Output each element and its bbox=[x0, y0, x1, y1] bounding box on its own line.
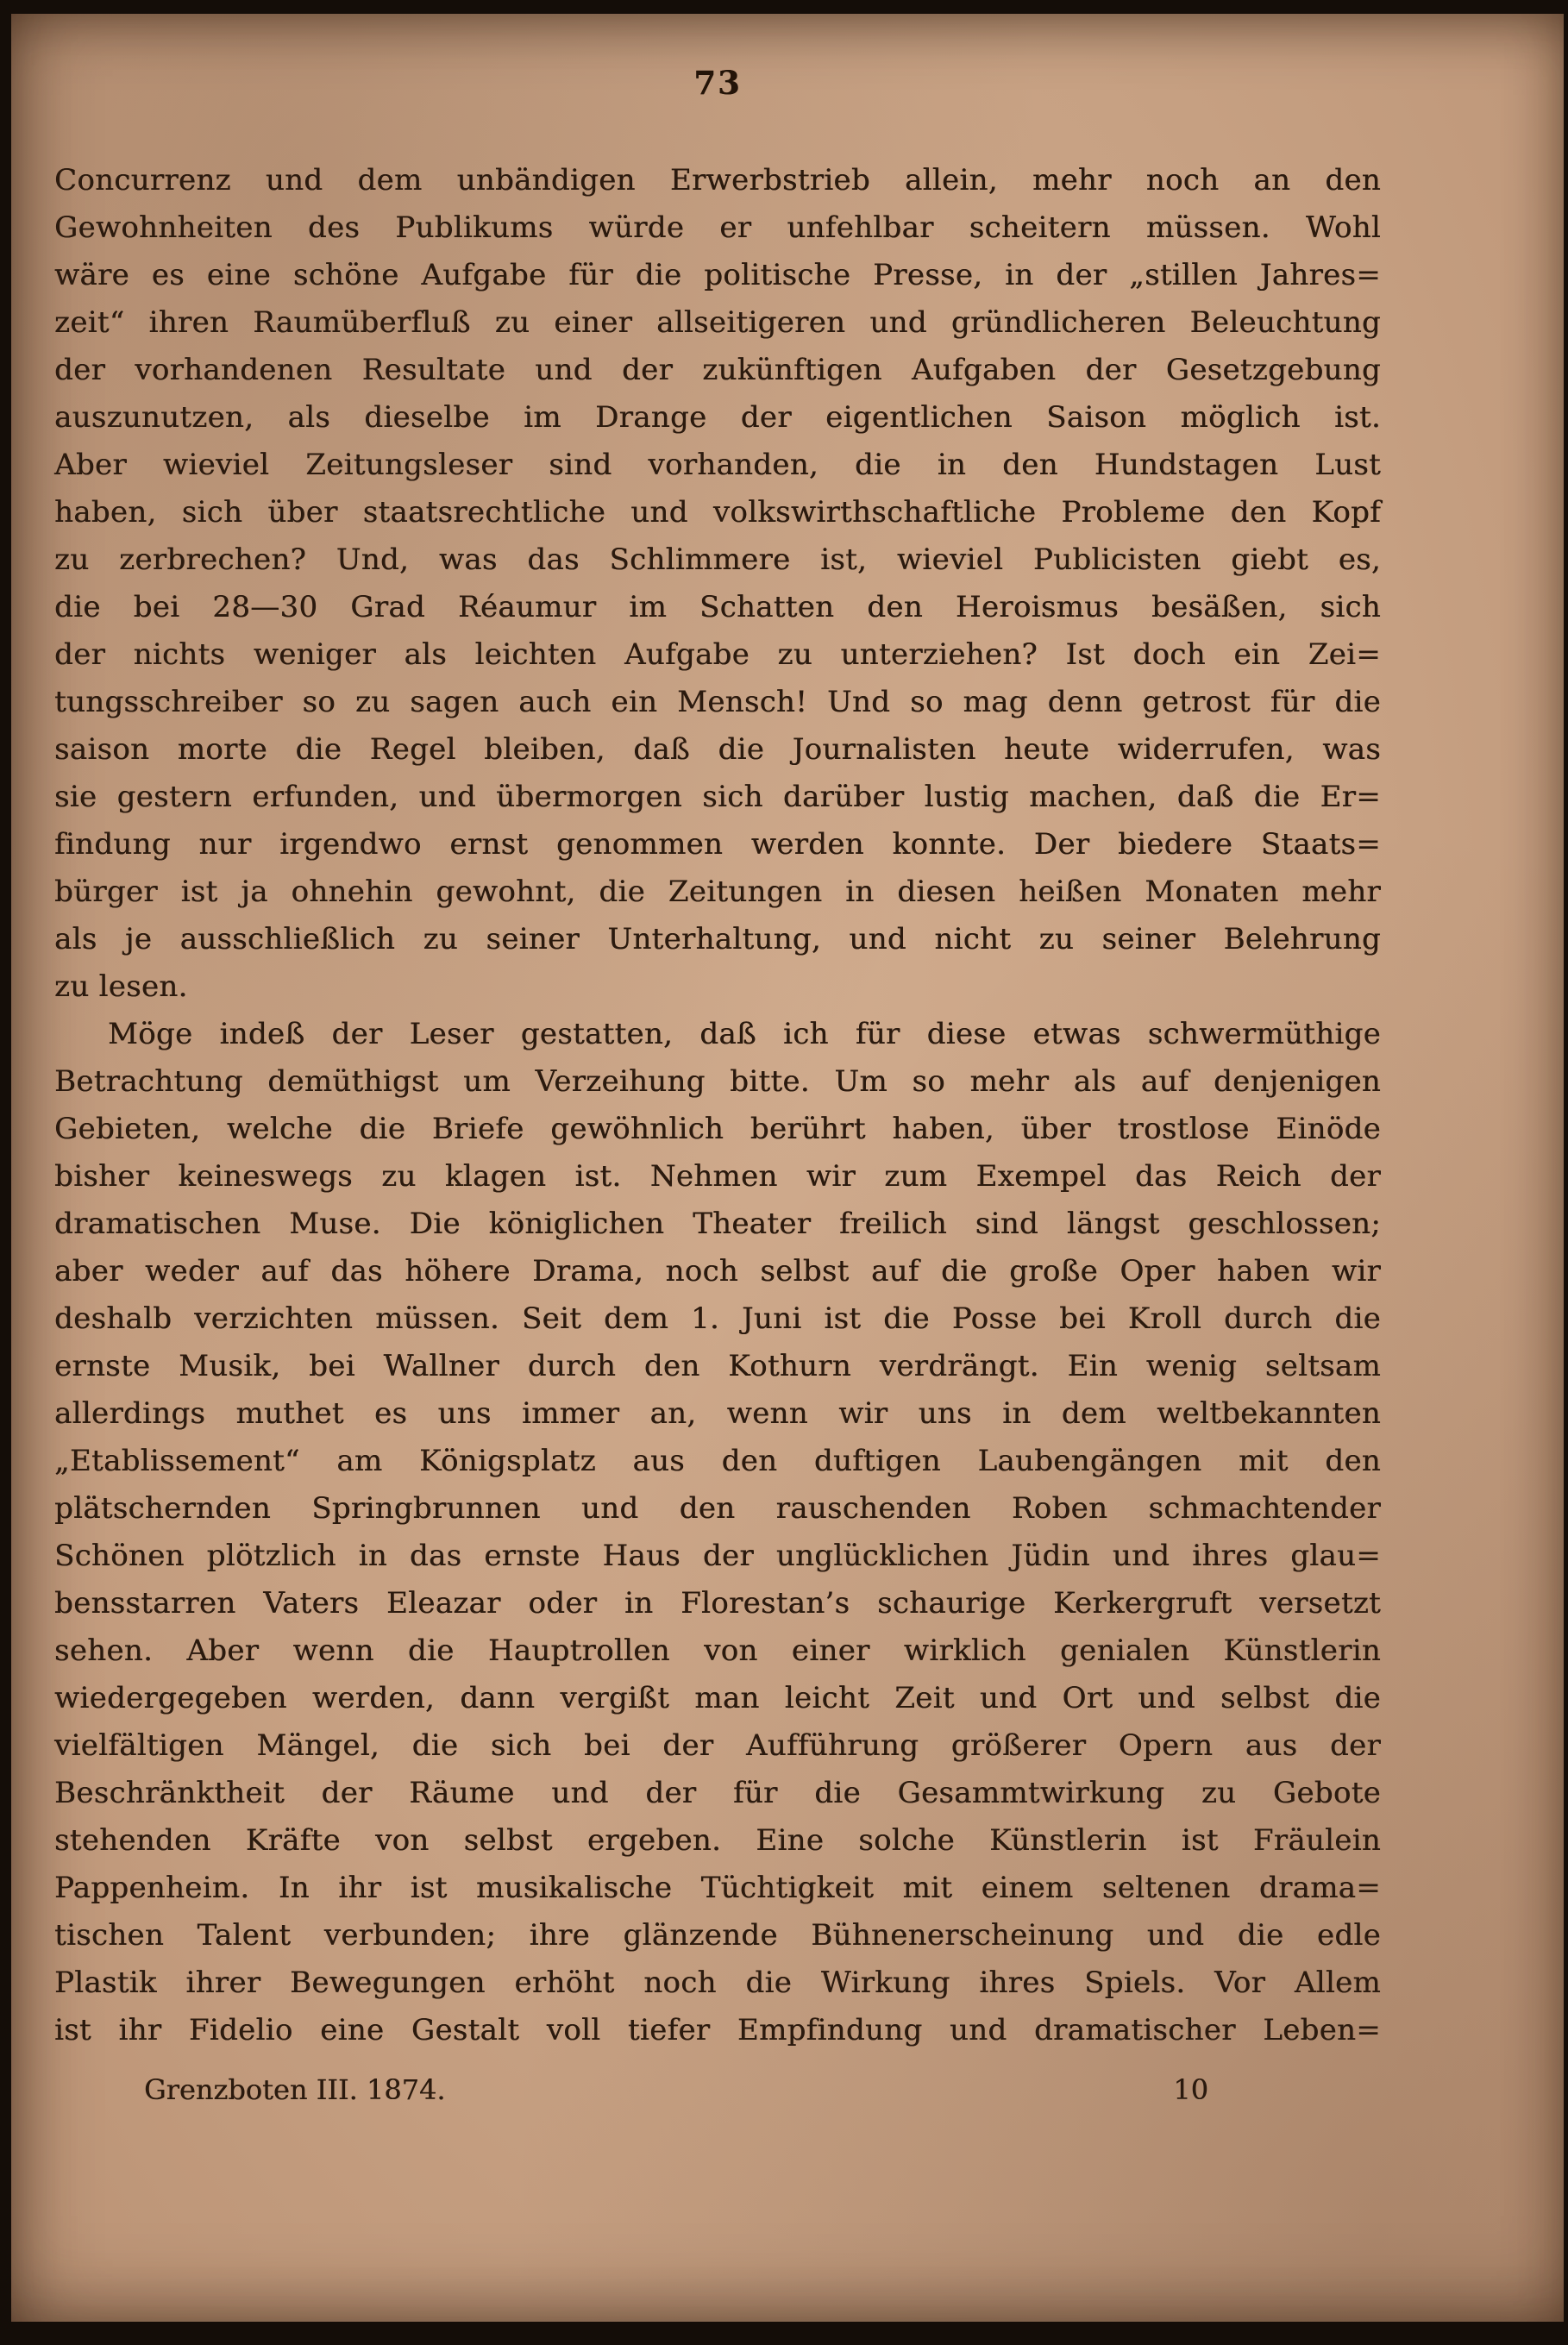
text-line: Pappenheim. In ihr ist musikalische Tüchtigkeit mit einem seltenen drama= bbox=[54, 1871, 1381, 1905]
text-line: zeit“ ihren Raumüberfluß zu einer allseitigeren und gründlicheren Beleuchtung bbox=[54, 305, 1381, 340]
text-line: Plastik ihrer Bewegungen erhöht noch die Wirkung ihres Spiels. Vor Allem bbox=[54, 1966, 1381, 2000]
text-line: sehen. Aber wenn die Hauptrollen von einer wirklich genialen Künstlerin bbox=[54, 1633, 1381, 1668]
text-line: „Etablissement“ am Königsplatz aus den duftigen Laubengängen mit den bbox=[54, 1444, 1381, 1478]
text-line: stehenden Kräfte von selbst ergeben. Eine solche Künstlerin ist Fräulein bbox=[54, 1823, 1381, 1858]
text-line: der vorhandenen Resultate und der zukünftigen Aufgaben der Gesetzgebung bbox=[54, 353, 1381, 387]
text-line: ernste Musik, bei Wallner durch den Kothurn verdrängt. Ein wenig seltsam bbox=[54, 1349, 1381, 1383]
paragraph bbox=[54, 157, 1381, 1011]
text-line: auszunutzen, als dieselbe im Drange der eigentlichen Saison möglich ist. bbox=[54, 400, 1381, 435]
text-block bbox=[54, 157, 1381, 2054]
footer bbox=[54, 2066, 1381, 2114]
text-line: saison morte die Regel bleiben, daß die Journalisten heute widerrufen, was bbox=[54, 732, 1381, 767]
text-line: bürger ist ja ohnehin gewohnt, die Zeitungen in diesen heißen Monaten mehr bbox=[54, 875, 1381, 909]
text-line: haben, sich über staatsrechtliche und volkswirthschaftliche Probleme den Kopf bbox=[54, 495, 1381, 530]
text-line: Aber wieviel Zeitungsleser sind vorhanden, die in den Hundstagen Lust bbox=[54, 448, 1381, 482]
text-line: zu zerbrechen? Und, was das Schlimmere ist, wieviel Publicisten giebt es, bbox=[54, 542, 1381, 577]
text-line: findung nur irgendwo ernst genommen werden konnte. Der biedere Staats= bbox=[54, 827, 1381, 862]
text-line: bensstarren Vaters Eleazar oder in Florestan’s schaurige Kerkergruft versetzt bbox=[54, 1586, 1381, 1621]
text-line: tischen Talent verbunden; ihre glänzende Bühnenerscheinung und die edle bbox=[54, 1918, 1381, 1953]
text-line: Gewohnheiten des Publikums würde er unfehlbar scheitern müssen. Wohl bbox=[54, 210, 1381, 245]
text-line: Concurrenz und dem unbändigen Erwerbstrieb allein, mehr noch an den bbox=[54, 163, 1381, 198]
text-line: der nichts weniger als leichten Aufgabe zu unterziehen? Ist doch ein Zei= bbox=[54, 637, 1381, 672]
text-line: zu lesen. bbox=[54, 969, 188, 1004]
paragraph bbox=[54, 1011, 1381, 2054]
text-line: plätschernden Springbrunnen und den rauschenden Roben schmachtender bbox=[54, 1491, 1381, 1526]
text-line: Schönen plötzlich in das ernste Haus der unglücklichen Jüdin und ihres glau= bbox=[54, 1539, 1381, 1573]
text-line: Betrachtung demüthigst um Verzeihung bitte. Um so mehr als auf denjenigen bbox=[54, 1064, 1381, 1099]
text-line: aber weder auf das höhere Drama, noch selbst auf die große Oper haben wir bbox=[54, 1254, 1381, 1288]
text-line: vielfältigen Mängel, die sich bei der Aufführung größerer Opern aus der bbox=[54, 1728, 1381, 1763]
book-page bbox=[11, 14, 1564, 2322]
text-line: ist ihr Fidelio eine Gestalt voll tiefer Empfindung und dramatischer Leben= bbox=[54, 2013, 1381, 2047]
text-line: bisher keineswegs zu klagen ist. Nehmen wir zum Exempel das Reich der bbox=[54, 1159, 1381, 1194]
text-line: Möge indeß der Leser gestatten, daß ich für diese etwas schwermüthige bbox=[108, 1017, 1381, 1051]
text-line: Gebieten, welche die Briefe gewöhnlich berührt haben, über trostlose Einöde bbox=[54, 1112, 1381, 1146]
text-line: Beschränktheit der Räume und der für die Gesammtwirkung zu Gebote bbox=[54, 1776, 1381, 1810]
text-line: als je ausschließlich zu seiner Unterhaltung, und nicht zu seiner Belehrung bbox=[54, 922, 1381, 956]
page-number: 73 bbox=[693, 64, 742, 102]
text-line: die bei 28—30 Grad Réaumur im Schatten den Heroismus besäßen, sich bbox=[54, 590, 1381, 624]
text-line: deshalb verzichten müssen. Seit dem 1. Juni ist die Posse bei Kroll durch die bbox=[54, 1301, 1381, 1336]
text-line: sie gestern erfunden, und übermorgen sich darüber lustig machen, daß die Er= bbox=[54, 780, 1381, 814]
footer-journal-label: Grenzboten III. 1874. bbox=[144, 2073, 446, 2106]
footer-signature-number: 10 bbox=[1173, 2073, 1208, 2106]
text-line: wiedergegeben werden, dann vergißt man leicht Zeit und Ort und selbst die bbox=[54, 1681, 1381, 1715]
text-line: wäre es eine schöne Aufgabe für die politische Presse, in der „stillen Jahres= bbox=[54, 258, 1381, 292]
text-line: allerdings muthet es uns immer an, wenn wir uns in dem weltbekannten bbox=[54, 1396, 1381, 1431]
text-line: dramatischen Muse. Die königlichen Theater freilich sind längst geschlossen; bbox=[54, 1207, 1381, 1241]
text-line: tungsschreiber so zu sagen auch ein Mensch! Und so mag denn getrost für die bbox=[54, 685, 1381, 719]
